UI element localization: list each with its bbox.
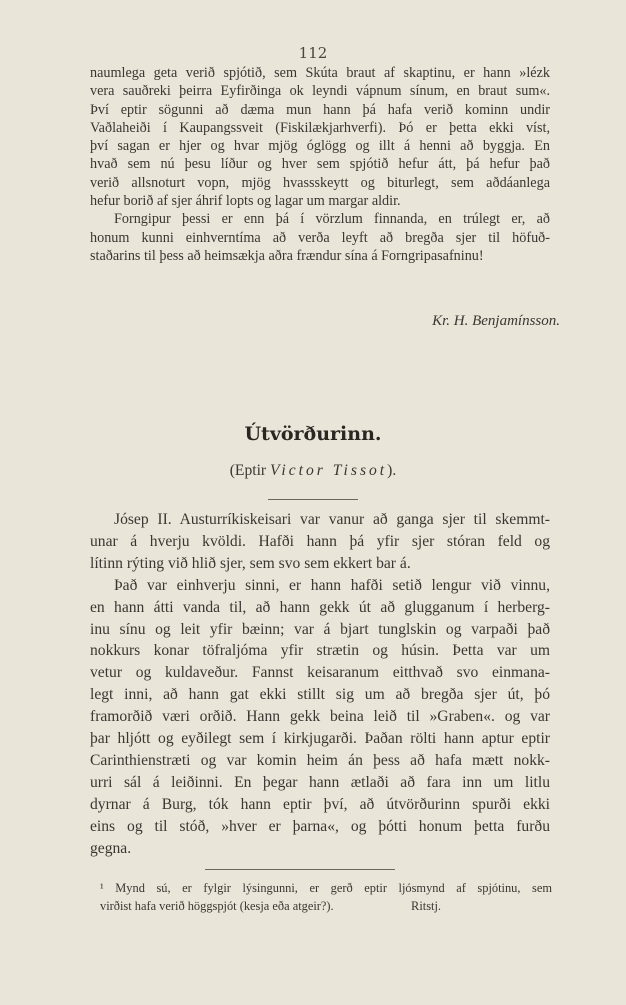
text-line: þar hljótt og eyðilegt sem í kirkjugarði. Þaðan rölti hann aptur eptir <box>90 730 550 748</box>
footnote-line: ¹ Mynd sú, er fylgir lýsingunni, er gerð eptir ljósmynd af spjótinu, sem <box>100 881 552 895</box>
text-line: inu sínu og leit yfir bæinn; var á bjart tunglskin og varpaði það <box>90 620 550 638</box>
text-line: nokkurs konar töfraljóma yfir strætin og húsin. Þetta var um <box>90 642 550 660</box>
text-line: unar á hverju kvöldi. Hafði hann þá yfir sjer stóran feld og <box>90 532 550 550</box>
byline-prefix: (Eptir <box>229 462 271 479</box>
page-number: 112 <box>298 44 328 62</box>
text-line: vera sauðreki þeirra Eyfirðinga ok leyndi vápnum sínum, en braut sum«. <box>90 83 550 100</box>
text-line: staðarins til þess að heimsækja aðra frændur sína á Forngripasafninu! <box>90 247 484 264</box>
section-divider <box>268 499 358 500</box>
text-line: Carinthienstræti og var komin heim án þess að hafa mætt nokk- <box>90 751 550 769</box>
footnote-line: virðist hafa verið höggspjót (kesja eða atgeir?). Ritstj. <box>100 899 442 913</box>
text-line: hvað sem nú þesu líður og hver sem spjótið hefur átt, þá hefur það <box>90 156 550 173</box>
text-line: en hann átti vanda til, að hann gekk út að glugganum í herberg- <box>90 598 550 616</box>
byline-suffix: ). <box>387 462 397 479</box>
text-line: gegna. <box>90 839 132 857</box>
article-heading: Útvörðurinn. <box>244 423 382 445</box>
text-line: lítinn rýting við hlið sjer, sem svo sem ekkert bar á. <box>90 554 411 572</box>
body-paragraph <box>90 509 550 860</box>
text-line: dyrnar á Burg, tók hann eptir því, að útvörðurinn spurði ekki <box>90 795 550 813</box>
text-line: urri sál á leiðinni. En þegar hann ætlaði að fara inn um litlu <box>90 773 550 791</box>
author-signature: Kr. H. Benjamínsson. <box>432 313 560 329</box>
text-line: Það var einhverju sinni, er hann hafði setið lengur við vinnu, <box>114 576 550 594</box>
footnote-divider <box>205 869 395 870</box>
text-line: honum kunni einhverntíma að verða leyft að bregða sjer til höfuð- <box>90 229 550 246</box>
text-line: Jósep II. Austurríkiskeisari var vanur að ganga sjer til skemmt- <box>114 511 550 528</box>
text-line: eins og til stóð, »hver er þarna«, og þótti honum þetta furðu <box>90 817 550 835</box>
article-byline <box>0 462 626 480</box>
top-paragraph <box>90 64 550 265</box>
byline-author: Victor Tissot <box>270 462 388 479</box>
footnote <box>100 879 552 915</box>
text-line: verið allsnoturt vopn, mjög hvassskeytt og biturlegt, sem aðdáanlega <box>90 174 550 191</box>
text-line: því sagan er hjer og hvar mjög óglögg og illt á henni að byggja. En <box>90 138 550 155</box>
text-line: framorðið væri orðið. Hann gekk beina leið til »Graben«. og var <box>90 708 550 726</box>
text-line: Forngipur þessi er enn þá í vörzlum finnanda, en trúlegt er, að <box>114 211 550 228</box>
text-line: legt inni, að hann gat ekki stillt sig um að bregða sjer út, þó <box>90 686 550 704</box>
text-line: Vaðlaheiði í Kaupangssveit (Fiskilækjarhverfi). Þó er þetta ekki víst, <box>90 119 550 136</box>
text-line: hefur borið af sjer áhrif lopts og lagar um margar aldir. <box>90 193 401 210</box>
text-line: naumlega geta verið spjótið, sem Skúta braut af skaptinu, er hann »lézk <box>90 65 550 81</box>
text-line: Því eptir sögunni að dæma mun hann þá hafa verið kominn undir <box>90 101 550 118</box>
text-line: vetur og kuldaveður. Fannst keisaranum eitthvað svo einmana- <box>90 664 550 682</box>
